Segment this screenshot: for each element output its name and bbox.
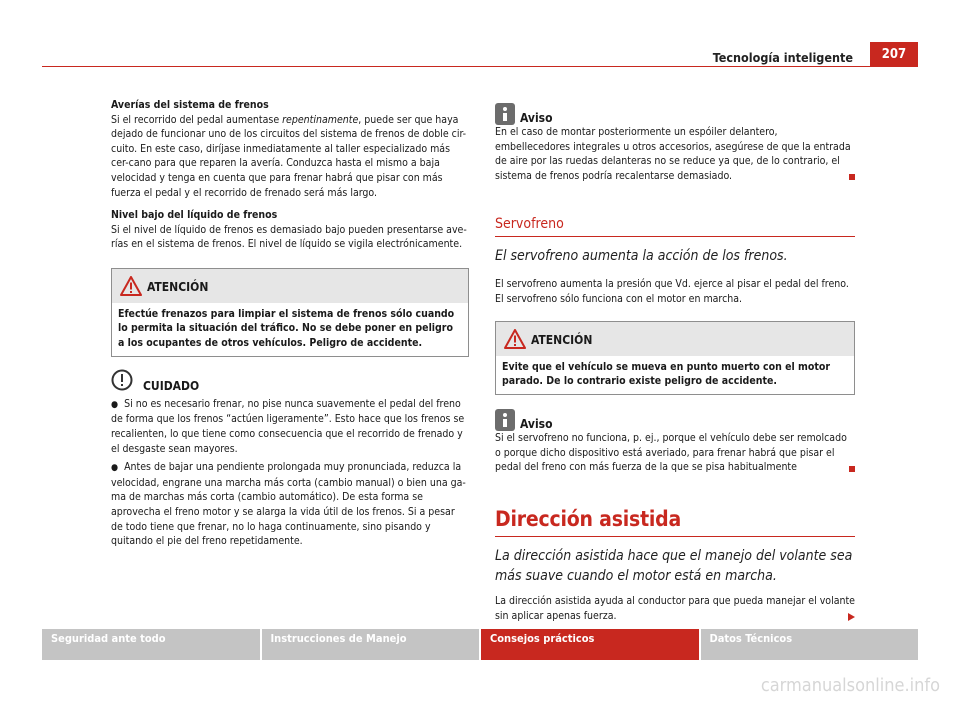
aviso-title-1: Aviso [520,111,553,125]
info-icon [495,409,515,431]
caution-header [111,369,469,395]
steering-text: La dirección asistida ayuda al conductor para que pueda manejar el volante sin aplicar apenas fuerza. [495,594,855,622]
chapter-tabs [42,629,918,660]
aviso-header-1 [495,103,855,125]
caution-bullet-1: ● Si no es necesario frenar, no pise nunca suavemente el pedal del freno de forma que los frenos “actúen ligeramente”. Esto hace que los frenos se recalienten, lo que tiene como consecuencia que el recorrido de frenado y el desgaste sean mayores. [111,397,465,455]
warning-triangle-icon [120,276,142,296]
tab-instrucciones[interactable]: Instrucciones de Manejo [262,629,480,660]
header-rule [42,66,918,67]
caution-exclamation-icon [111,369,133,391]
watermark: carmanualsonline.info [760,675,940,696]
running-header-title: Tecnología inteligente [712,50,853,65]
aviso-header-2 [495,409,855,431]
info-icon [495,103,515,125]
tab-consejos[interactable]: Consejos prácticos [481,629,699,660]
attention-title: ATENCIÓN [147,279,209,294]
page-number: 207 [870,42,918,67]
tab-seguridad[interactable]: Seguridad ante todo [42,629,260,660]
brake-fluid-heading: Nivel bajo del líquido de frenos [111,209,278,222]
aviso-text-2: Si el servofreno no funciona, p. ej., porque el vehículo debe ser remolcado o porque dicho dispositivo está averiado, para frenar habrá que pisar el pedal del freno con más fuerza de la que se pisa habitualmente [495,432,847,474]
right-column [495,103,855,623]
steering-heading-rule [495,536,855,537]
attention-box-2 [495,321,855,396]
brake-failure-heading: Averías del sistema de frenos [111,99,269,111]
aviso-title-2: Aviso [520,417,553,432]
steering-heading: Dirección asistida [495,506,682,531]
tab-datos[interactable]: Datos Técnicos [701,629,919,660]
section-end-marker [849,174,855,180]
continue-arrow-icon [848,613,855,621]
attention-text: Efectúe frenazos para limpiar el sistema de frenos sólo cuando lo permita la situación del tráfico. No se debe poner en peligro a los ocupantes de otros vehículos. Peligro de accidente. [118,307,455,349]
section-end-marker [849,466,855,472]
caution-title: CUIDADO [143,378,200,393]
brake-failure-text: Si el recorrido del pedal aumentase repentinamente, puede ser que haya dejado de funcionar uno de los circuitos del sistema de frenos de doble cir-cuito. En este caso, diríjase inmediatamente al taller especializado más cer-cano para que reparen la avería. Conduzca hasta el mismo a baja velocidad y tenga en cuenta que para frenar habrá que pisar con más fuerza el pedal y el recorrido de frenado será más largo. [111,113,467,199]
aviso-text-1: En el caso de montar posteriormente un espóiler delantero, embellecedores integrales u otros accesorios, asegúrese de que la entrada de aire por las ruedas delanteras no se reduce ya que, de lo contrario, el sistema de frenos podría recalentarse demasiado. [495,126,851,182]
attention-text-2: Evite que el vehículo se mueva en punto muerto con el motor parado. De lo contrario existe peligro de accidente. [502,360,831,387]
caution-bullet-2: ● Antes de bajar una pendiente prolongada muy pronunciada, reduzca la velocidad, engrane una marcha más corta (cambio manual) o bien una ga-ma de marchas más corta (cambio automático). De esta forma se aprovecha el freno motor y se alarga la vida útil de los frenos. Si a pesar de todo tiene que frenar, no lo haga continuamente, sino pisando y quitando el pie del freno repetidamente. [111,461,466,548]
servo-heading: Servofreno [495,216,564,233]
left-column [111,98,469,549]
attention-title-2: ATENCIÓN [531,332,593,347]
servo-text: El servofreno aumenta la presión que Vd. ejerce al pisar el pedal del freno. El servofreno sólo funciona con el motor en marcha. [495,278,849,305]
attention-box [111,268,469,357]
steering-lead: La dirección asistida hace que el manejo del volante sea más suave cuando el motor está en marcha. [495,547,853,584]
servo-heading-rule [495,236,855,237]
brake-fluid-text: Si el nivel de líquido de frenos es demasiado bajo pueden presentarse ave-rías en el sistema de frenos. El nivel de líquido se vigila electrónicamente. [111,223,467,251]
warning-triangle-icon [504,329,526,349]
servo-lead: El servofreno aumenta la acción de los frenos. [495,248,788,265]
